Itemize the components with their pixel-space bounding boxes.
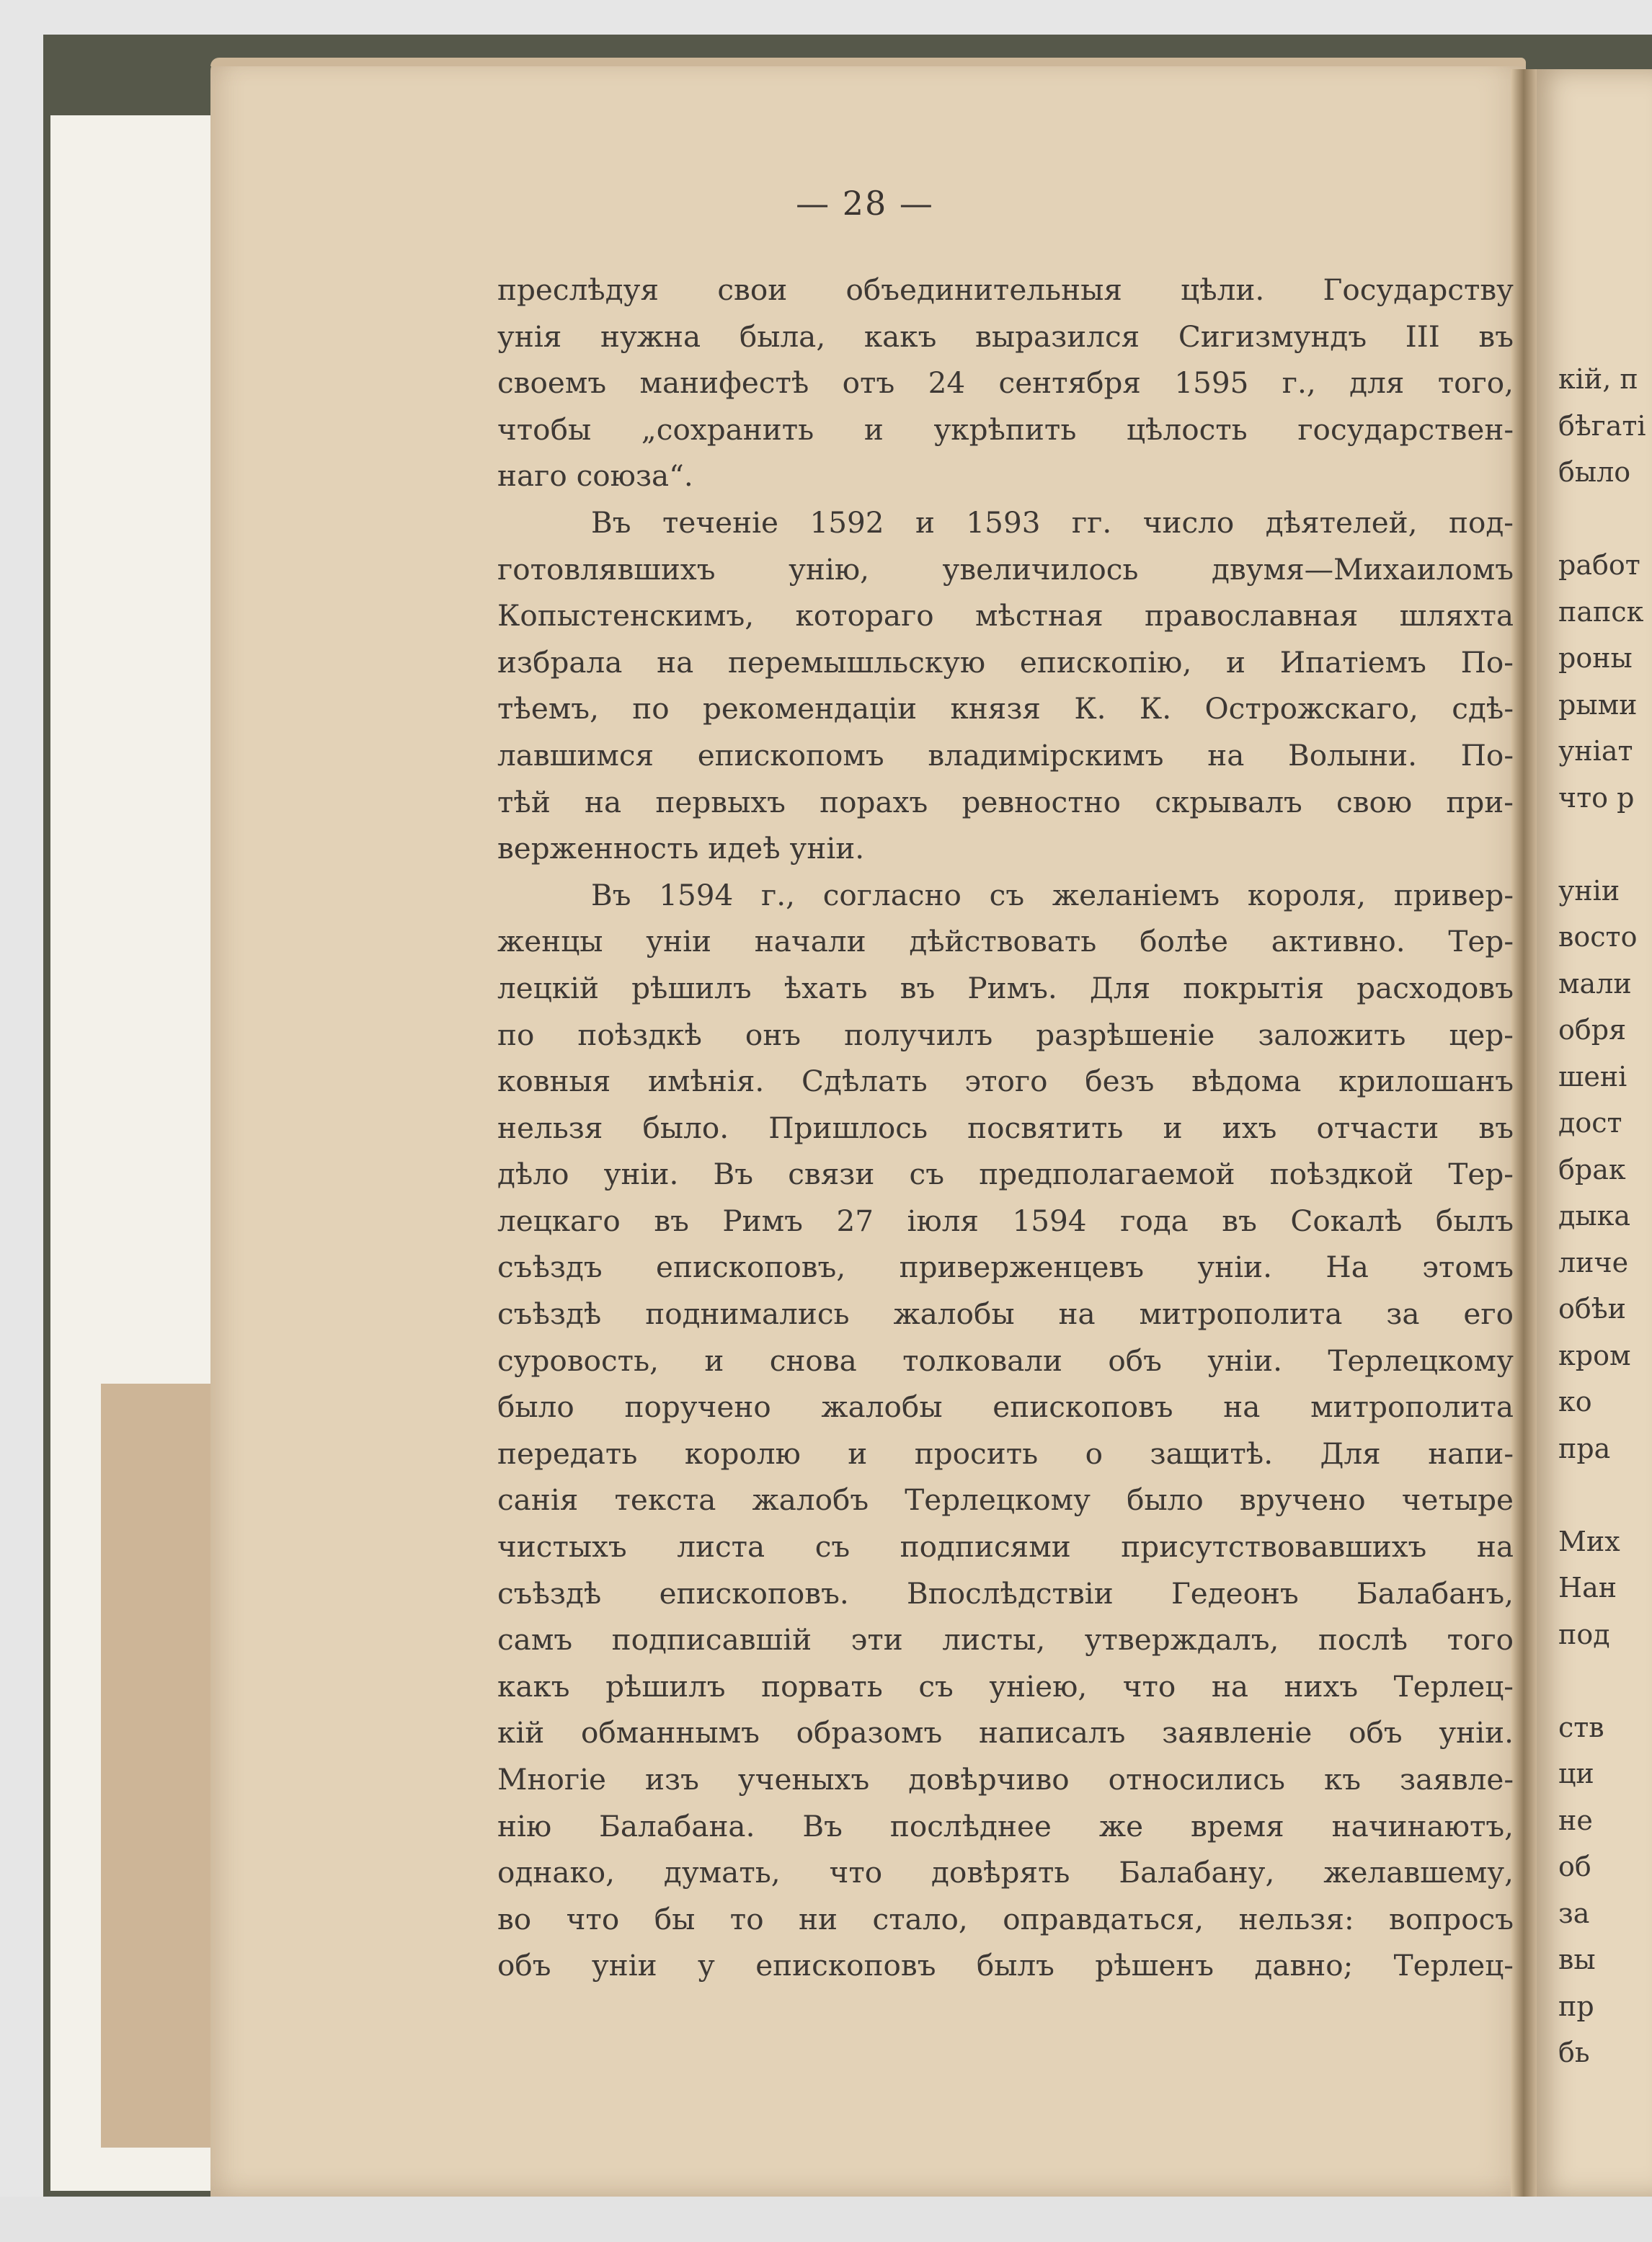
facing-page-text [1558, 356, 1652, 2076]
main-text [497, 267, 1514, 1989]
text-line: лецкаго въ Римъ 27 іюля 1594 года въ Сокалѣ былъ [497, 1203, 1514, 1238]
facing-page-line: обѣи [1558, 1293, 1626, 1325]
facing-page-line [1558, 821, 1652, 868]
text-line: по поѣздкѣ онъ получилъ разрѣшеніе заложить цер- [497, 1017, 1514, 1052]
text-line: нельзя было. Пришлось посвятить и ихъ отчасти въ [497, 1110, 1514, 1145]
text-line: женцы уніи начали дѣйствовать болѣе активно. Тер- [497, 924, 1514, 959]
text-line: верженность идеѣ уніи. [497, 831, 865, 866]
text-line: кій обманнымъ образомъ написалъ заявленіе объ уніи. [497, 1715, 1514, 1751]
facing-page-line: об [1558, 1851, 1591, 1882]
text-line: нію Балабана. Въ послѣднее же время начинаютъ, [497, 1808, 1514, 1843]
facing-page-line: пр [1558, 1990, 1594, 2022]
facing-page-line: работ [1558, 549, 1640, 581]
facing-page-line [1558, 1472, 1652, 1518]
facing-page-line: мали [1558, 967, 1632, 1000]
text-line: тѣй на первыхъ порахъ ревностно скрывалъ свою при- [497, 784, 1514, 819]
facing-page-line: ств [1558, 1711, 1604, 1743]
text-line: избрала на перемышльскую епископію, и Ипатіемъ По- [497, 644, 1514, 680]
text-line: передать королю и просить о защитѣ. Для напи- [497, 1436, 1514, 1471]
facing-page-line: дост [1558, 1107, 1622, 1139]
facing-page-line: вы [1558, 1944, 1596, 1975]
text-line: наго союза“. [497, 458, 693, 494]
text-line: лавшимся епископомъ владимірскимъ на Волыни. По- [497, 737, 1514, 773]
text-line: какъ рѣшилъ порвать съ уніею, что на нихъ Терлец- [497, 1668, 1514, 1704]
left-margin-tan-strip [101, 1384, 223, 2148]
facing-page-line: кій, п [1558, 363, 1638, 395]
text-line: своемъ манифестѣ отъ 24 сентября 1595 г., для того, [497, 365, 1514, 401]
facing-page-line [1558, 496, 1652, 543]
text-line: чтобы „сохранить и укрѣпить цѣлость государствен- [497, 412, 1514, 447]
text-line: съѣздѣ епископовъ. Впослѣдствіи Гедеонъ Балабанъ, [497, 1575, 1514, 1611]
text-line: готовлявшихъ унію, увеличилось двумя—Михаиломъ [497, 551, 1514, 587]
facing-page-line: уніи [1558, 874, 1620, 907]
facing-page-line: папск [1558, 595, 1644, 628]
text-line: ковныя имѣнія. Сдѣлать этого безъ вѣдома крилошанъ [497, 1064, 1514, 1099]
facing-page-line: Мих [1558, 1525, 1620, 1557]
facing-page-line: пра [1558, 1432, 1611, 1464]
text-line: чистыхъ листа съ подписями присутствовавшихъ на [497, 1529, 1514, 1565]
facing-page-line: восто [1558, 921, 1638, 953]
facing-page-line: кром [1558, 1339, 1631, 1371]
text-line: съѣздѣ поднимались жалобы на митрополита за его [497, 1296, 1514, 1332]
book-gutter [1511, 69, 1537, 2197]
facing-page-line: было [1558, 456, 1631, 488]
facing-page-line: под [1558, 1618, 1610, 1650]
text-line: тѣемъ, по рекомендаціи князя К. К. Острожскаго, сдѣ- [497, 691, 1514, 726]
page-top-edge [210, 58, 1526, 66]
text-line: преслѣдуя свои объединительныя цѣли. Государству [497, 272, 1514, 307]
facing-page-line: за [1558, 1897, 1590, 1929]
text-line: во что бы то ни стало, оправдаться, нельзя: вопросъ [497, 1901, 1514, 1936]
text-line: однако, думать, что довѣрять Балабану, желавшему, [497, 1855, 1514, 1890]
text-line: дѣло уніи. Въ связи съ предполагаемой поѣздкой Тер- [497, 1157, 1514, 1192]
facing-page-line: не [1558, 1804, 1593, 1836]
text-line: санія текста жалобъ Терлецкому было вручено четыре [497, 1482, 1514, 1518]
text-line: унія нужна была, какъ выразился Сигизмундъ III въ [497, 319, 1514, 354]
facing-page [1527, 69, 1652, 2197]
facing-page-line: обря [1558, 1014, 1627, 1046]
facing-page-line [1558, 1658, 1652, 1704]
facing-page-line: уніат [1558, 735, 1633, 767]
facing-page-line: шені [1558, 1060, 1627, 1093]
facing-page-line: ко [1558, 1386, 1592, 1418]
text-line: Многіе изъ ученыхъ довѣрчиво относились къ заявле- [497, 1762, 1514, 1797]
facing-page-line: что р [1558, 781, 1635, 814]
text-line: было поручено жалобы епископовъ на митрополита [497, 1389, 1514, 1425]
text-line: суровость, и снова толковали объ уніи. Терлецкому [497, 1343, 1514, 1378]
text-line: съѣздъ епископовъ, приверженцевъ уніи. На этомъ [497, 1250, 1514, 1285]
text-line: Въ теченіе 1592 и 1593 гг. число дѣятелей, под- [591, 504, 1514, 540]
facing-page-line: дыка [1558, 1200, 1631, 1232]
text-line: Въ 1594 г., согласно съ желаніемъ короля, привер- [591, 877, 1514, 912]
facing-page-line: ци [1558, 1758, 1594, 1789]
scan-bottom-margin [0, 2197, 1652, 2242]
facing-page-line: роны [1558, 642, 1633, 674]
text-line: самъ подписавшій эти листы, утверждалъ, послѣ того [497, 1622, 1514, 1658]
facing-page-line: брак [1558, 1153, 1626, 1185]
page-number: — 28 — [796, 184, 934, 223]
text-line: объ уніи у епископовъ былъ рѣшенъ давно; Терлец- [497, 1948, 1514, 1983]
facing-page-line: личе [1558, 1246, 1629, 1278]
text-line: лецкій рѣшилъ ѣхать въ Римъ. Для покрытія расходовъ [497, 970, 1514, 1005]
facing-page-line: бѣгаті [1558, 409, 1646, 442]
text-line: Копыстенскимъ, котораго мѣстная православная шляхта [497, 598, 1514, 633]
facing-page-line: рыми [1558, 688, 1638, 721]
facing-page-line: бь [1558, 2037, 1590, 2068]
facing-page-line: Нан [1558, 1572, 1617, 1603]
